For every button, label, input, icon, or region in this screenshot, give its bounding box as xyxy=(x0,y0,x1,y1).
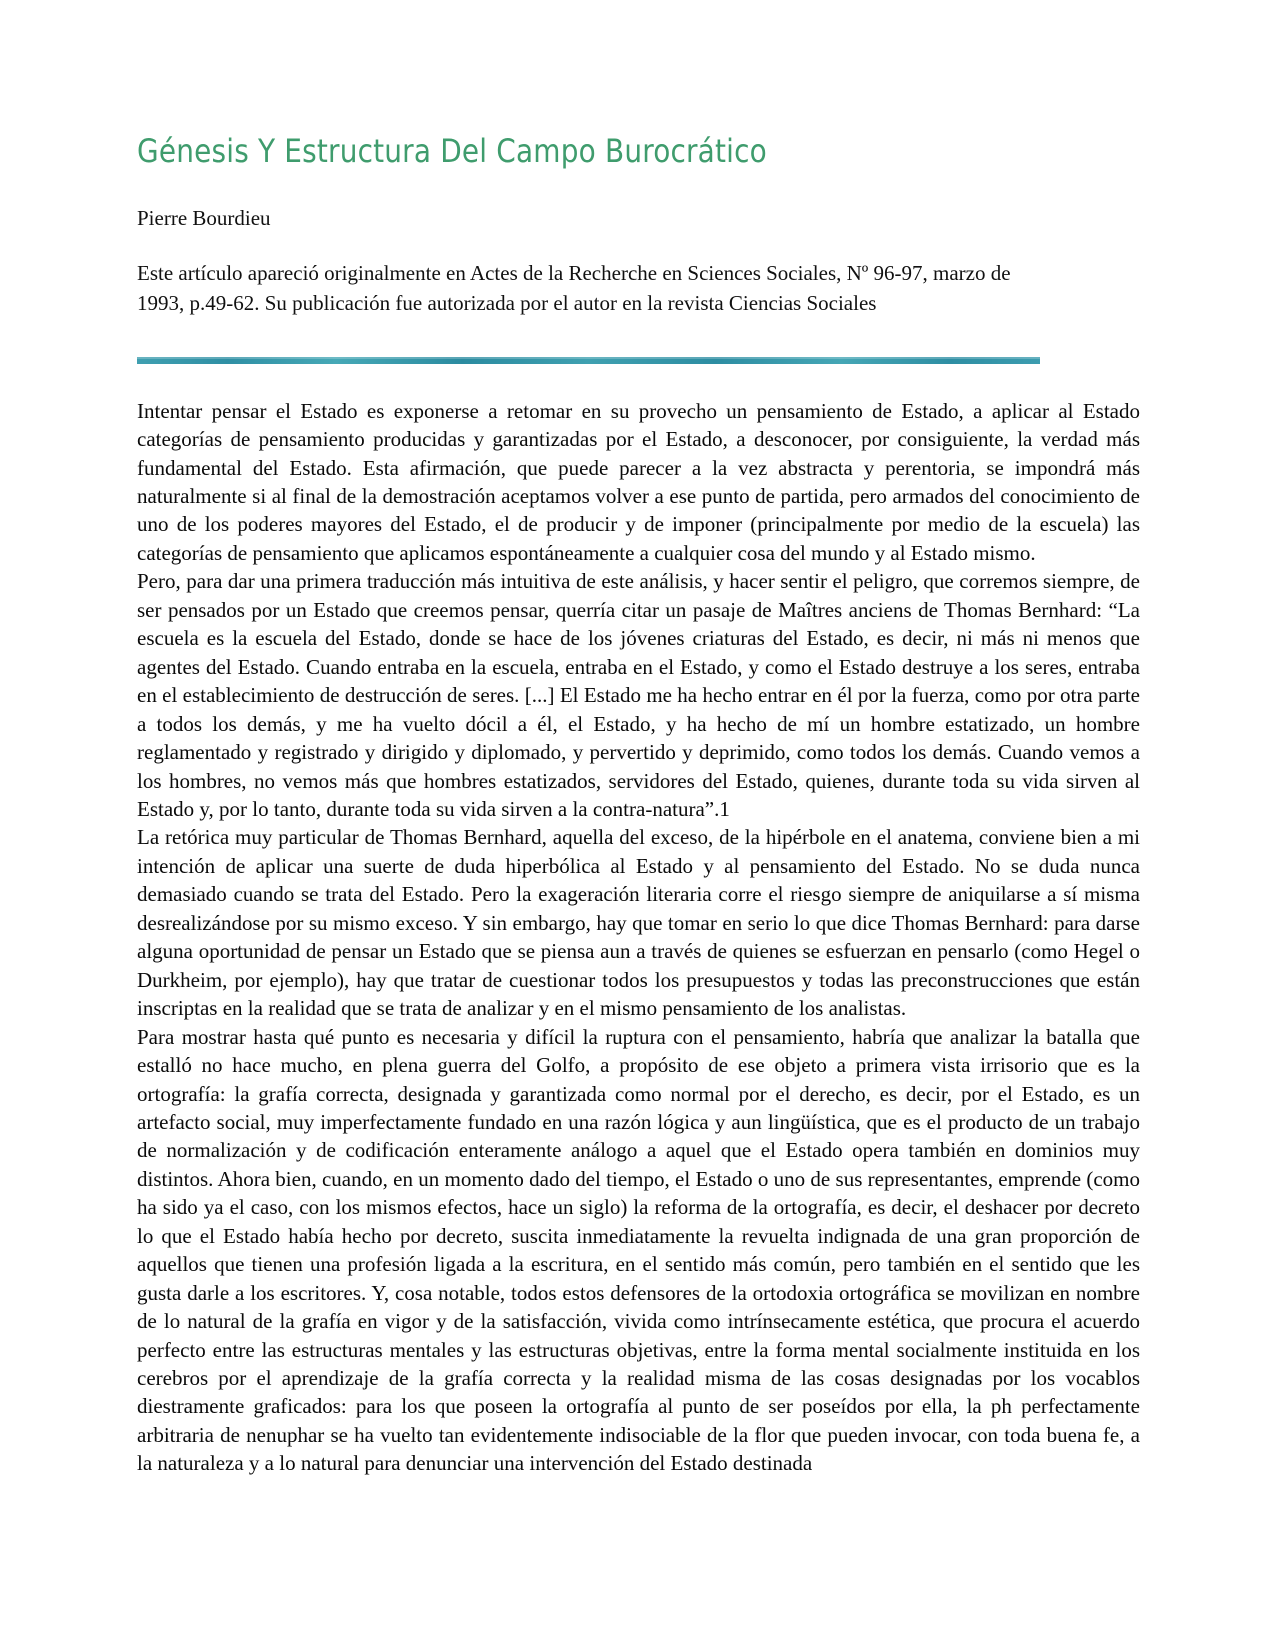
paragraph: La retórica muy particular de Thomas Bernhard, aquella del exceso, de la hipérbole en el anatema, conviene bien a mi intención de aplicar una suerte de duda hiperbólica al Estado y al pensamiento del Estado. No se duda nunca demasiado cuando se trata del Estado. Pero la exageración literaria corre el riesgo siempre de aniquilarse a sí misma desrealizándose por su mismo exceso. Y sin embargo, hay que tomar en serio lo que dice Thomas Bernhard: para darse alguna oportunidad de pensar un Estado que se piensa aun a través de quienes se esfuerzan en pensarlo (como Hegel o Durkheim, por ejemplo), hay que tratar de cuestionar todos los presupuestos y todas las preconstrucciones que están inscriptas en la realidad que se trata de analizar y en el mismo pensamiento de los analistas. xyxy=(137,825,1140,1021)
paragraph: Pero, para dar una primera traducción más intuitiva de este análisis, y hacer sentir el peligro, que corremos siempre, de ser pensados por un Estado que creemos pensar, querría citar un pasaje de Maîtres anciens de Thomas Bernhard: “La escuela es la escuela del Estado, donde se hace de los jóvenes criaturas del Estado, es decir, ni más ni menos que agentes del Estado. Cuando entraba en la escuela, entraba en el Estado, y como el Estado destruye a los seres, entraba en el establecimiento de destrucción de seres. [...] El Estado me ha hecho entrar en él por la fuerza, como por otra parte a todos los demás, y me ha vuelto dócil a él, el Estado, y ha hecho de mí un hombre estatizado, un hombre reglamentado y registrado y dirigido y diplomado, y pervertido y deprimido, como todos los demás. Cuando vemos a los hombres, no vemos más que hombres estatizados, servidores del Estado, quienes, durante toda su vida sirven al Estado y, por lo tanto, durante toda su vida sirven a la contra-natura”.1 xyxy=(137,569,1140,821)
body-text xyxy=(137,379,1140,1478)
paragraph: Intentar pensar el Estado es exponerse a retomar en su provecho un pensamiento de Estado, a aplicar al Estado categorías de pensamiento producidas y garantizadas por el Estado, a desconocer, por consiguiente, la verdad más fundamental del Estado. Esta afirmación, que puede parecer a la vez abstracta y perentoria, se impondrá más naturalmente si al final de la demostración aceptamos volver a ese punto de partida, pero armados del conocimiento de uno de los poderes mayores del Estado, el de producir y de imponer (principalmente por medio de la escuela) las categorías de pensamiento que aplicamos espontáneamente a cualquier cosa del mundo y al Estado mismo. xyxy=(137,398,1140,565)
page-title: Génesis Y Estructura Del Campo Burocrático xyxy=(137,132,767,170)
paragraph: Para mostrar hasta qué punto es necesaria y difícil la ruptura con el pensamiento, habría que analizar la batalla que estalló no hace mucho, en plena guerra del Golfo, a propósito de ese objeto a primera vista irrisorio que es la ortografía: la grafía correcta, designada y garantizada como normal por el derecho, es decir, por el Estado, es un artefacto social, muy imperfectamente fundado en una razón lógica y aun lingüística, que es el producto de un trabajo de normalización y de codificación enteramente análogo a aquel que el Estado opera también en dominios muy distintos. Ahora bien, cuando, en un momento dado del tiempo, el Estado o uno de sus representantes, emprende (como ha sido ya el caso, con los mismos efectos, hace un siglo) la reforma de la ortografía, es decir, el deshacer por decreto lo que el Estado había hecho por decreto, suscita inmediatamente la revuelta indignada de una gran proporción de aquellos que tienen una profesión ligada a la escritura, en el sentido más común, pero también en el sentido que les gusta darle a los escritores. Y, cosa notable, todos estos defensores de la ortodoxia ortográfica se movilizan en nombre de lo natural de la grafía en vigor y de la satisfacción, vivida como intrínsecamente estética, que procura el acuerdo perfecto entre las estructuras mentales y las estructuras objetivas, entre la forma mental socialmente instituida en los cerebros por el aprendizaje de la grafía correcta y la realidad misma de las cosas designadas por los vocablos diestramente graficados: para los que poseen la ortografía al punto de ser poseídos por ella, la ph perfectamente arbitraria de nenuphar se ha vuelto tan evidentemente indisociable de la flor que pueden invocar, con toda buena fe, a la naturaleza y a lo natural para denunciar una intervención del Estado destinada xyxy=(137,1024,1140,1476)
author-name: Pierre Bourdieu xyxy=(137,205,271,230)
source-note-line-1: Este artículo apareció originalmente en Actes de la Recherche en Sciences Sociales, Nº 96-97, marzo de xyxy=(137,261,1011,285)
divider-container xyxy=(137,319,1140,379)
page-content xyxy=(137,0,1140,1478)
source-note xyxy=(137,231,1140,319)
horizontal-rule xyxy=(137,357,1040,364)
source-note-line-2: 1993, p.49-62. Su publicación fue autorizada por el autor en la revista Ciencias Sociales xyxy=(137,290,877,315)
